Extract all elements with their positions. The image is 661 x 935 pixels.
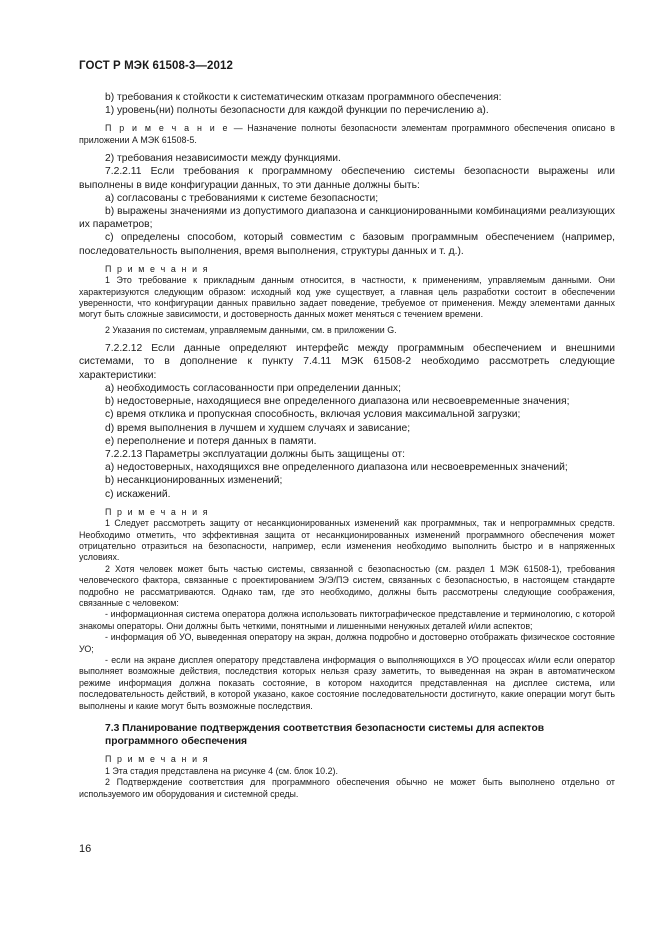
list-item: b) выражены значениями из допустимого диапазона и санкционированными комбинациями реализующих их параметров;: [79, 206, 615, 231]
section-title: 7.3 Планирование подтверждения соответствия безопасности системы для аспектов программного обеспечения: [105, 723, 545, 748]
document-body: [79, 91, 615, 800]
list-item: d) время выполнения в лучшем и худшем случаях и зависание;: [105, 422, 411, 434]
list-item: a) недостоверных, находящихся вне определенного диапазона или несвоевременных значений;: [105, 462, 568, 474]
notes-label: П р и м е ч а н и я: [105, 754, 210, 765]
note-item: 2 Хотя человек может быть частью системы, связанной с безопасностью (см. раздел 1 МЭК 61508-1), требования человеческого фактора, связанные с проектированием Э/Э/ПЭ систем, связанных с безопасностью, в настоящем стандарте подробно не рассматриваются. Однако там, где это необходимо, должны быть рассмотрены следующие соображения, связанные с человеком:: [79, 563, 615, 608]
note: [79, 123, 615, 146]
note-bullet: - если на экране дисплея оператору представлена информация о выполняющихся в УО процессах и/или если оператор выполняет возможные действия, последствия которых нельзя сразу заметить, то выведенная на экран в автоматическом режиме информация должна показать состояние, в котором находится представленная на дисплее система, или последовательность действий, в которой указано, какое состояние последовательности достигнуто, какие операции могут быть выполнены и какие могут быть возможные последствия.: [79, 655, 615, 711]
paragraph: b) требования к стойкости к систематическим отказам программного обеспечения:: [105, 92, 502, 103]
page-number: 16: [79, 843, 92, 855]
list-item: c) определены способом, который совместим с базовым программным обеспечением (например, последовательность выполнения, время выполнения, структуры данных и т. д.).: [79, 232, 615, 257]
list-item: a) необходимость согласованности при определении данных;: [105, 382, 401, 394]
note-bullet: - информация об УО, выведенная оператору на экран, должна подробно и достоверно отображать физическое состояние УО;: [79, 632, 615, 654]
note-item: 1 Эта стадия представлена на рисунке 4 (см. блок 10.2).: [105, 765, 338, 776]
note-text: — Назначение полноты безопасности элементам программного обеспечения описано в приложении А МЭК 61508-5.: [79, 123, 615, 145]
note-item: 1 Следует рассмотреть защиту от несанкционированных изменений как программных, так и непрограммных средств. Необходимо отметить, что эффективная защита от несанкционированных изменений программного обеспечения может отрицательно отразиться на безопасности, например, если изменения необходимо выполнить быстро и в напряженных условиях.: [79, 518, 615, 563]
list-item: c) время отклика и пропускная способность, включая условия максимальной загрузки;: [105, 409, 521, 421]
note-label: П р и м е ч а н и е: [105, 123, 230, 134]
note-item: 1 Это требование к прикладным данным относится, в частности, к применениям, управляемым данными. Они характеризуются следующим образом: исходный код уже существует, а главная цель разработки состоит в обеспечении уверенности, что конфигурации данных правильно задает поведение, требуемое от применения. Между элементами данных могут быть сложные зависимости, и достоверность данных может меняться с течением времени.: [79, 275, 615, 320]
notes-label: П р и м е ч а н и я: [105, 506, 210, 517]
note-item: 2 Подтверждение соответствия для программного обеспечения обычно не может быть выполнено отдельно от используемого им оборудования и системной среды.: [79, 777, 615, 799]
paragraph: 1) уровень(ни) полноты безопасности для каждой функции по перечислению a).: [105, 105, 489, 117]
list-item: b) несанкционированных изменений;: [105, 475, 283, 487]
paragraph: 7.2.2.11 Если требования к программному обеспечению системы безопасности выражены или выполнены в виде конфигурации данных, то эти данные должны быть:: [79, 166, 615, 191]
list-item: b) недостоверные, находящиеся вне определенного диапазона или несвоевременные значения;: [105, 396, 570, 408]
document-header: ГОСТ Р МЭК 61508-3—2012: [79, 60, 233, 72]
paragraph: 7.2.2.12 Если данные определяют интерфейс между программным обеспечением и внешними системами, то в дополнение к пункту 7.4.11 МЭК 61508-2 необходимо рассмотреть следующие характеристики:: [79, 343, 615, 381]
notes-label: П р и м е ч а н и я: [105, 263, 210, 274]
paragraph: 2) требования независимости между функциями.: [105, 153, 341, 165]
list-item: a) согласованы с требованиями к системе безопасности;: [105, 192, 379, 204]
list-item: e) переполнение и потеря данных в памяти.: [105, 435, 317, 447]
paragraph: 7.2.2.13 Параметры эксплуатации должны быть защищены от:: [105, 448, 405, 460]
note-item: 2 Указания по системам, управляемым данными, см. в приложении G.: [105, 324, 397, 335]
list-item: c) искажений.: [105, 488, 171, 500]
note-bullet: - информационная система оператора должна использовать пиктографическое представление и терминологию, с которой знакомы операторы. Они должны быть четкими, понятными и лишенными ненужных деталей и/или аспектов;: [79, 609, 615, 631]
